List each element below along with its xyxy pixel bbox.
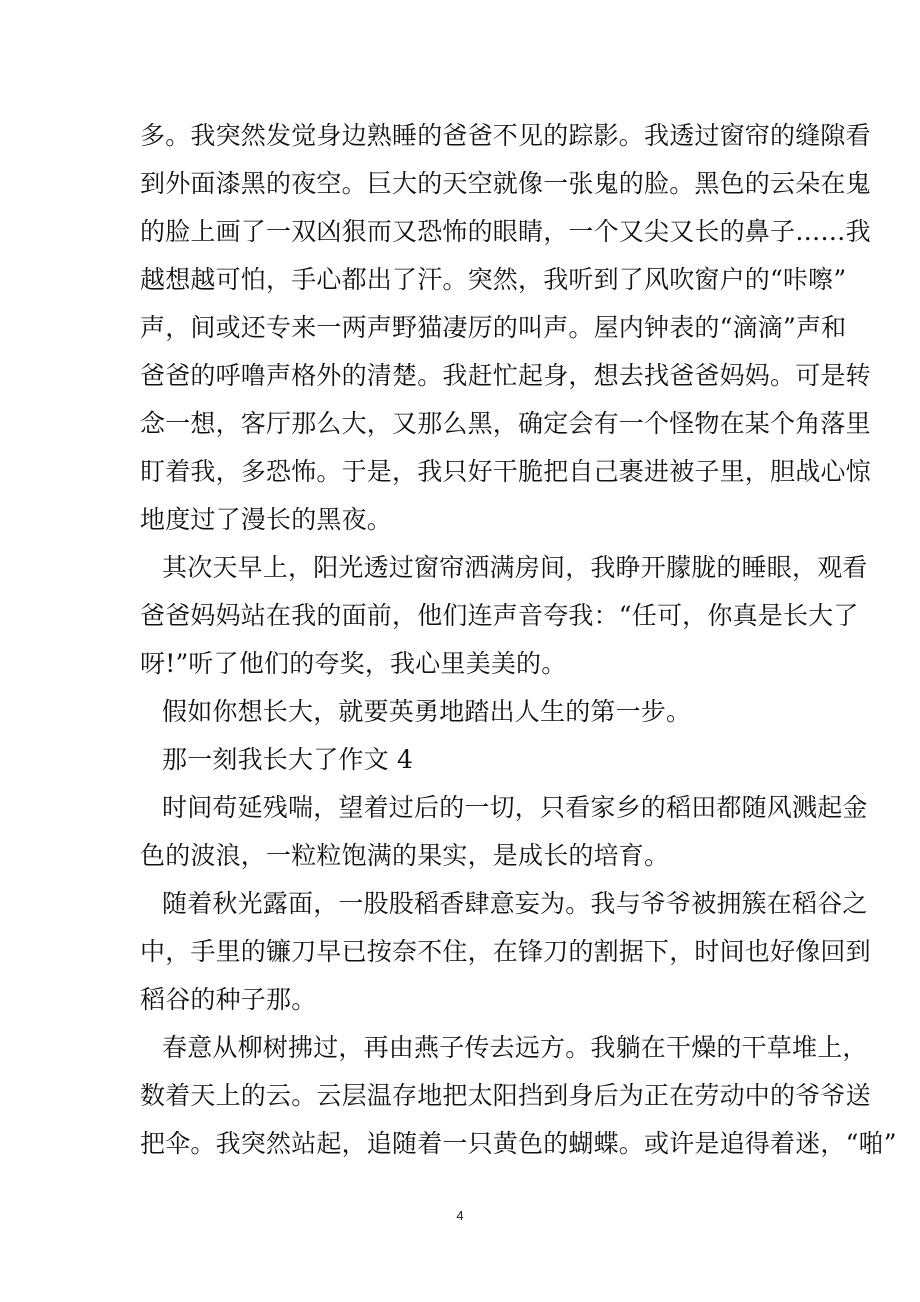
text-line: 爸爸妈妈站在我的面前，他们连声音夸我：“任可，你真是长大了 <box>140 601 859 630</box>
text-line: 其次天早上，阳光透过窗帘洒满房间，我睁开朦胧的睡眼，观看 <box>162 553 868 582</box>
text-line: 到外面漆黑的夜空。巨大的天空就像一张鬼的脸。黑色的云朵在鬼 <box>140 169 871 198</box>
text-line: 中，手里的镰刀早已按奈不住，在锋刀的割据下，时间也好像回到 <box>140 937 871 966</box>
text-line: 多。我突然发觉身边熟睡的爸爸不见的踪影。我透过窗帘的缝隙看 <box>140 121 871 150</box>
section-heading: 那一刻我长大了作文 4 <box>162 745 414 774</box>
text-line: 的脸上画了一双凶狠而又恐怖的眼睛，一个又尖又长的鼻子……我 <box>140 217 871 246</box>
page-number: 4 <box>456 1208 464 1223</box>
text-line: 念一想，客厅那么大，又那么黑，确定会有一个怪物在某个角落里 <box>140 409 871 438</box>
text-line: 越想越可怕，手心都出了汗。突然，我听到了风吹窗户的“咔嚓” <box>140 265 847 294</box>
text-line: 数着天上的云。云层温存地把太阳挡到身后为正在劳动中的爷爷送 <box>140 1081 871 1110</box>
text-line: 声，间或还专来一两声野猫凄厉的叫声。屋内钟表的“滴滴”声和 <box>140 313 847 342</box>
text-line: 假如你想长大，就要英勇地踏出人生的第一步。 <box>162 697 692 726</box>
text-line: 爸爸的呼噜声格外的清楚。我赶忙起身，想去找爸爸妈妈。可是转 <box>140 361 871 390</box>
text-line: 时间苟延残喘，望着过后的一切，只看家乡的稻田都随风溅起金 <box>162 793 868 822</box>
text-line: 呀!”听了他们的夸奖，我心里美美的。 <box>140 649 567 678</box>
text-line: 地度过了漫长的黑夜。 <box>140 505 393 534</box>
text-line: 春意从柳树拂过，再由燕子传去远方。我躺在干燥的干草堆上， <box>162 1033 868 1062</box>
text-line: 稻谷的种子那。 <box>140 985 317 1014</box>
text-line: 把伞。我突然站起，追随着一只黄色的蝴蝶。或许是追得着迷，“啪” <box>140 1129 897 1158</box>
text-line: 随着秋光露面，一股股稻香肆意妄为。我与爷爷被拥簇在稻谷之 <box>162 889 868 918</box>
text-line: 盯着我，多恐怖。于是，我只好干脆把自己裹进被子里，胆战心惊 <box>140 457 871 486</box>
text-line: 色的波浪，一粒粒饱满的果实，是成长的培育。 <box>140 841 670 870</box>
